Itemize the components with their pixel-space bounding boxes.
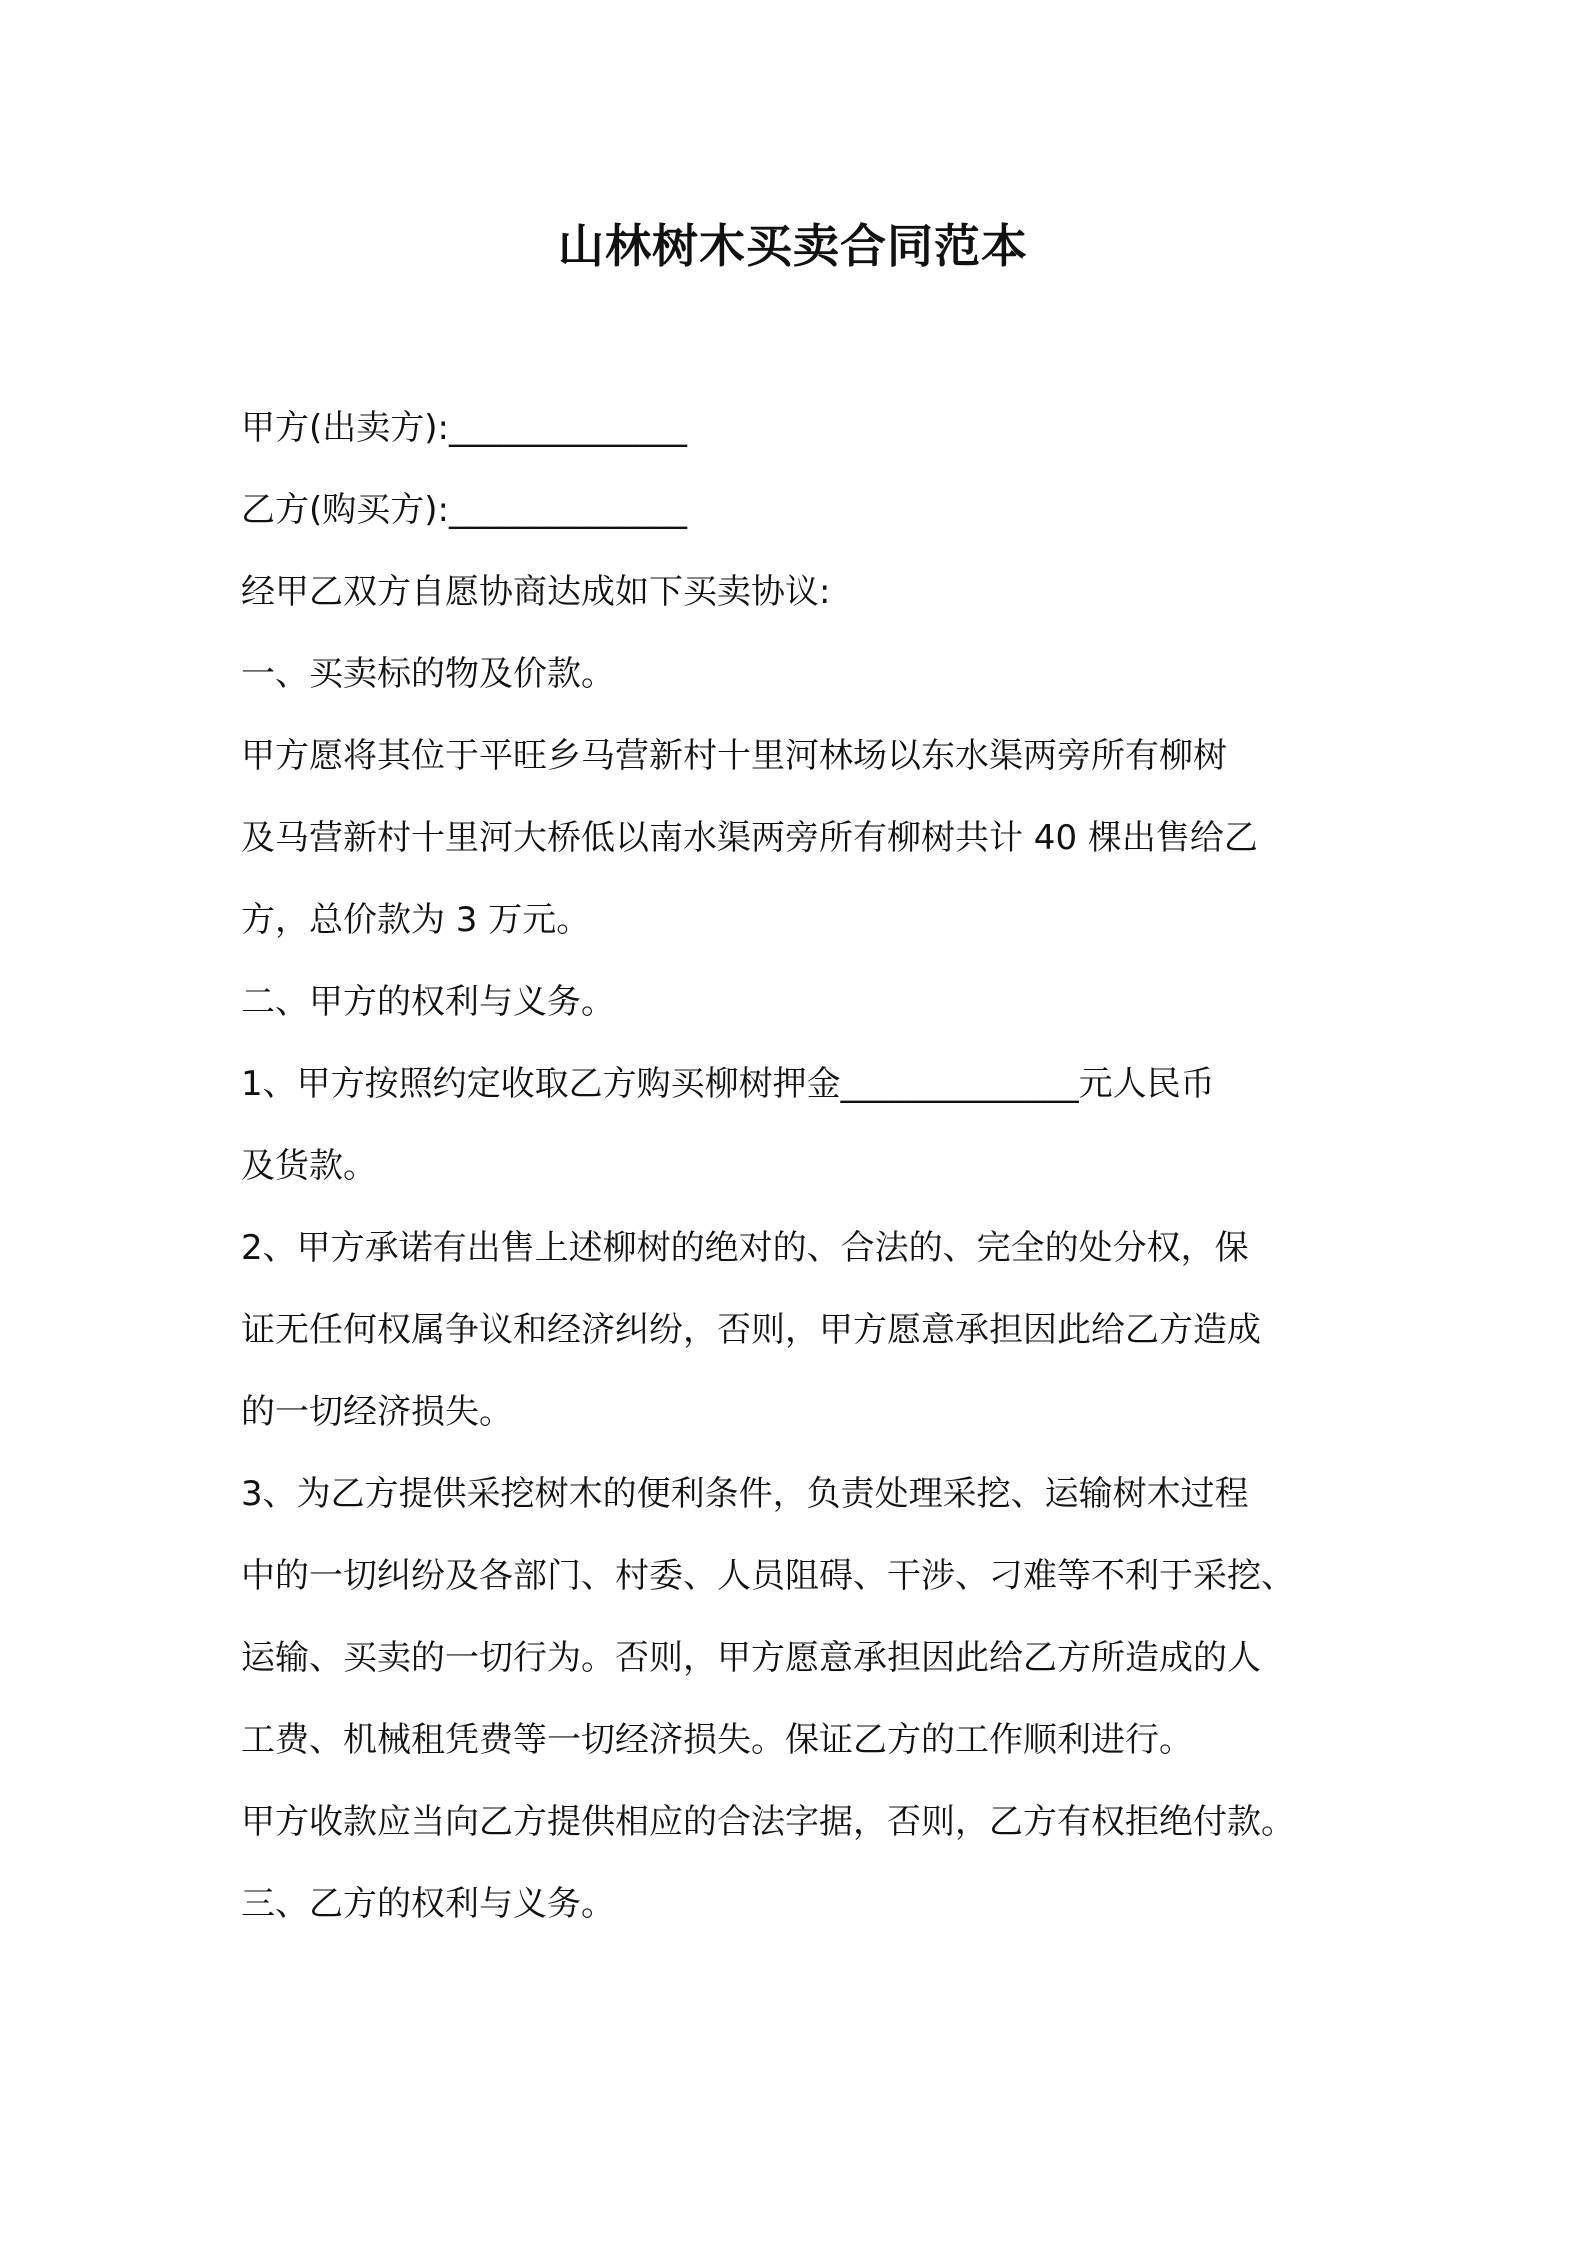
clause-line: 运输、买卖的一切行为。否则，甲方愿意承担因此给乙方所造成的人	[241, 1638, 1261, 1678]
clause-line: 的一切经济损失。	[241, 1392, 513, 1432]
clause-line: 2、甲方承诺有出售上述柳树的绝对的、合法的、完全的处分权，保	[241, 1228, 1249, 1268]
paragraph-line: 及马营新村十里河大桥低以南水渠两旁所有柳树共计 40 棵出售给乙	[241, 818, 1258, 858]
document-title: 山林树木买卖合同范本	[558, 219, 1028, 273]
clause-line: 证无任何权属争议和经济纠纷，否则，甲方愿意承担因此给乙方造成	[241, 1310, 1261, 1350]
clause-line: 1、甲方按照约定收取乙方购买柳树押金______________元人民币	[241, 1064, 1215, 1104]
buyer-party-line: 乙方(购买方):______________	[241, 490, 687, 530]
clause-line: 甲方收款应当向乙方提供相应的合法字据，否则，乙方有权拒绝付款。	[241, 1802, 1295, 1842]
clause-line: 工费、机械租凭费等一切经济损失。保证乙方的工作顺利进行。	[241, 1720, 1193, 1760]
section-heading-3: 三、乙方的权利与义务。	[241, 1884, 615, 1924]
clause-line: 中的一切纠纷及各部门、村委、人员阻碍、干涉、刁难等不利于采挖、	[241, 1556, 1295, 1596]
clause-line: 3、为乙方提供采挖树木的便利条件，负责处理采挖、运输树木过程	[241, 1474, 1249, 1514]
section-heading-1: 一、买卖标的物及价款。	[241, 654, 615, 694]
seller-party-line: 甲方(出卖方):______________	[241, 408, 687, 448]
paragraph-line: 方，总价款为 3 万元。	[241, 900, 591, 940]
section-heading-2: 二、甲方的权利与义务。	[241, 982, 615, 1022]
agreement-intro: 经甲乙双方自愿协商达成如下买卖协议:	[241, 572, 831, 612]
paragraph-line: 甲方愿将其位于平旺乡马营新村十里河林场以东水渠两旁所有柳树	[241, 736, 1227, 776]
clause-line: 及货款。	[241, 1146, 377, 1186]
